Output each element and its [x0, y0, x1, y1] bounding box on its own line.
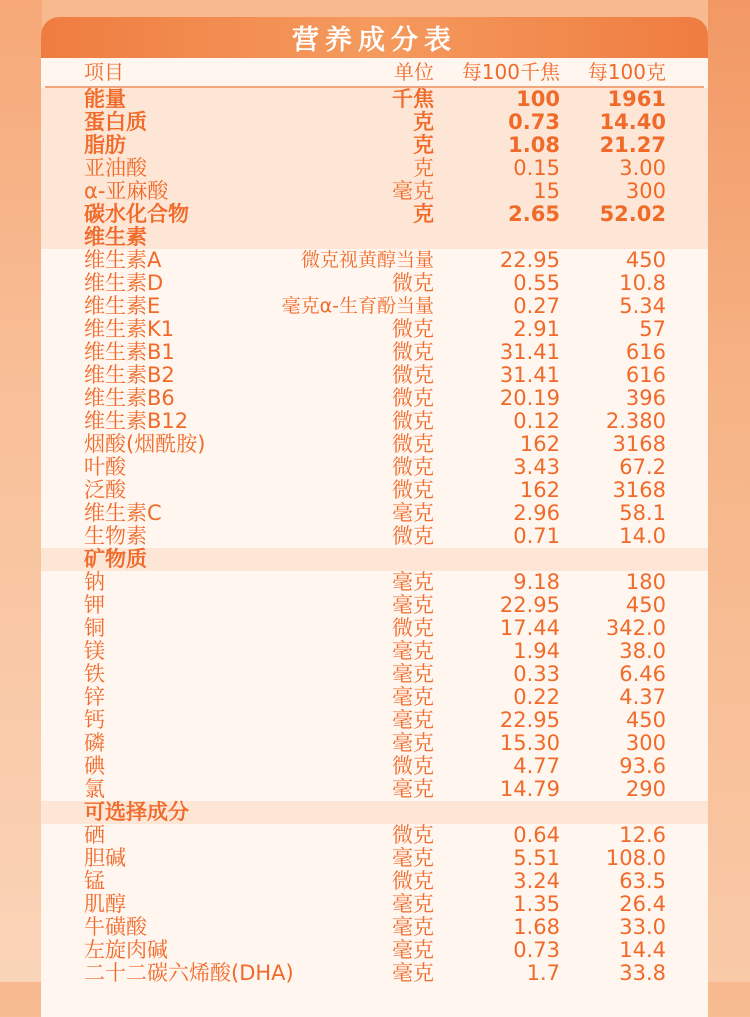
row-item: 胆碱	[84, 846, 126, 870]
row-per-g: 26.4	[619, 892, 666, 916]
row-item: 可选择成分	[84, 800, 189, 824]
row-unit: 毫克	[392, 708, 434, 732]
row-per-g: 14.40	[599, 110, 666, 134]
table-row	[41, 778, 708, 801]
table-row	[41, 226, 708, 249]
row-per-g: 616	[625, 340, 666, 364]
row-unit: 毫克	[392, 662, 434, 686]
row-unit: 毫克	[392, 570, 434, 594]
row-per-g: 450	[625, 708, 666, 732]
row-item: 维生素E	[84, 294, 161, 318]
row-per-kj: 22.95	[499, 248, 560, 272]
row-unit: 微克	[392, 409, 434, 433]
row-per-g: 21.27	[599, 133, 666, 157]
row-per-g: 33.8	[619, 961, 666, 985]
table-row	[41, 571, 708, 594]
row-per-g: 342.0	[605, 616, 666, 640]
row-item: 维生素B6	[84, 386, 175, 410]
table-row	[41, 594, 708, 617]
row-unit: 毫克	[392, 961, 434, 985]
row-per-kj: 2.96	[513, 501, 560, 525]
table-row	[41, 272, 708, 295]
row-item: 能量	[84, 87, 126, 111]
row-unit: 微克	[392, 869, 434, 893]
row-item: 钠	[84, 570, 105, 594]
row-per-g: 616	[625, 363, 666, 387]
row-item: 钾	[84, 593, 105, 617]
row-per-kj: 14.79	[499, 777, 560, 801]
row-per-kj: 31.41	[499, 363, 560, 387]
row-unit: 微克	[392, 363, 434, 387]
row-unit: 毫克	[392, 639, 434, 663]
table-row	[41, 134, 708, 157]
table-row	[41, 433, 708, 456]
row-per-g: 3168	[612, 478, 666, 502]
row-per-kj: 20.19	[499, 386, 560, 410]
row-item: 泛酸	[84, 478, 126, 502]
row-unit: 微克	[392, 432, 434, 456]
table-row	[41, 640, 708, 663]
table-row	[41, 870, 708, 893]
row-per-kj: 100	[516, 87, 560, 111]
row-item: 碘	[84, 754, 105, 778]
row-per-g: 108.0	[605, 846, 666, 870]
row-item: 钙	[84, 708, 105, 732]
row-unit: 毫克	[392, 892, 434, 916]
table-row	[41, 824, 708, 847]
row-unit: 克	[413, 110, 434, 134]
table-row	[41, 663, 708, 686]
table-row	[41, 318, 708, 341]
row-per-g: 10.8	[619, 271, 666, 295]
row-per-g: 300	[625, 731, 666, 755]
row-item: 维生素A	[84, 248, 162, 272]
table-row	[41, 686, 708, 709]
row-item: 矿物质	[84, 547, 147, 571]
table-row	[41, 548, 708, 571]
row-unit: 微克	[392, 271, 434, 295]
row-unit: 毫克	[392, 915, 434, 939]
row-unit: 毫克	[392, 938, 434, 962]
row-item: 锌	[84, 685, 105, 709]
row-per-kj: 17.44	[499, 616, 560, 640]
row-per-kj: 2.91	[513, 317, 560, 341]
row-unit: 克	[413, 133, 434, 157]
table-body	[41, 88, 708, 985]
row-per-kj: 22.95	[499, 708, 560, 732]
row-per-g: 38.0	[619, 639, 666, 663]
row-item: 维生素C	[84, 501, 162, 525]
table-row	[41, 295, 708, 318]
row-item: 叶酸	[84, 455, 126, 479]
row-item: 维生素B1	[84, 340, 175, 364]
row-per-kj: 0.73	[513, 938, 560, 962]
row-per-g: 12.6	[619, 823, 666, 847]
row-per-g: 450	[625, 248, 666, 272]
row-item: 铁	[84, 662, 105, 686]
row-unit: 毫克	[392, 593, 434, 617]
nutrition-table	[41, 59, 708, 985]
table-row	[41, 203, 708, 226]
row-unit: 微克	[392, 455, 434, 479]
row-per-kj: 1.08	[508, 133, 560, 157]
card-header	[41, 17, 708, 58]
table-row	[41, 893, 708, 916]
row-per-g: 4.37	[619, 685, 666, 709]
row-per-g: 180	[625, 570, 666, 594]
header-per-kj: 每100千焦	[461, 60, 560, 84]
row-item: 氯	[84, 777, 105, 801]
row-per-kj: 5.51	[513, 846, 560, 870]
table-row	[41, 755, 708, 778]
row-per-g: 3.00	[619, 156, 666, 180]
table-row	[41, 88, 708, 111]
row-unit: 毫克	[392, 501, 434, 525]
nutrition-card	[41, 17, 708, 1017]
row-unit: 微克	[392, 317, 434, 341]
row-item: 维生素D	[84, 271, 164, 295]
row-per-kj: 1.94	[513, 639, 560, 663]
table-row	[41, 801, 708, 824]
row-item: 蛋白质	[84, 110, 147, 134]
row-per-g: 14.0	[619, 524, 666, 548]
row-unit: 千焦	[392, 87, 434, 111]
table-row	[41, 939, 708, 962]
row-item: 铜	[84, 616, 105, 640]
row-per-g: 14.4	[619, 938, 666, 962]
row-item: 锰	[84, 869, 105, 893]
row-per-kj: 0.71	[513, 524, 560, 548]
row-item: 烟酸(烟酰胺)	[84, 432, 206, 456]
row-per-kj: 162	[519, 432, 560, 456]
row-per-kj: 4.77	[513, 754, 560, 778]
table-row	[41, 732, 708, 755]
row-per-kj: 0.33	[513, 662, 560, 686]
table-row	[41, 525, 708, 548]
row-per-kj: 0.22	[513, 685, 560, 709]
row-per-kj: 15	[533, 179, 560, 203]
row-unit: 毫克	[392, 846, 434, 870]
row-per-kj: 1.68	[513, 915, 560, 939]
row-unit: 毫克	[392, 685, 434, 709]
table-row	[41, 916, 708, 939]
row-per-g: 5.34	[619, 294, 666, 318]
row-item: 磷	[84, 731, 105, 755]
row-unit: 克	[413, 202, 434, 226]
table-row	[41, 387, 708, 410]
header-item: 项目	[84, 60, 124, 84]
left-background	[0, 0, 42, 982]
row-unit: 克	[413, 156, 434, 180]
row-per-kj: 3.43	[513, 455, 560, 479]
row-unit: 微克	[392, 478, 434, 502]
row-per-g: 57	[639, 317, 666, 341]
row-per-kj: 0.73	[508, 110, 560, 134]
row-per-kj: 0.55	[513, 271, 560, 295]
header-unit: 单位	[394, 60, 434, 84]
row-item: 脂肪	[84, 133, 126, 157]
row-item: 生物素	[84, 524, 147, 548]
row-unit: 毫克α-生育酚当量	[281, 295, 434, 317]
table-row	[41, 111, 708, 134]
row-item: 维生素	[84, 225, 147, 249]
table-row	[41, 157, 708, 180]
row-per-kj: 0.64	[513, 823, 560, 847]
row-per-g: 2.380	[605, 409, 666, 433]
row-unit: 微克	[392, 340, 434, 364]
table-row	[41, 479, 708, 502]
table-row	[41, 364, 708, 387]
row-unit: 微克	[392, 524, 434, 548]
table-row	[41, 709, 708, 732]
row-unit: 微克	[392, 823, 434, 847]
row-unit: 微克	[392, 386, 434, 410]
row-item: 维生素K1	[84, 317, 175, 341]
row-per-kj: 31.41	[499, 340, 560, 364]
row-unit: 毫克	[392, 731, 434, 755]
row-unit: 微克	[392, 754, 434, 778]
row-per-kj: 3.24	[513, 869, 560, 893]
row-per-kj: 1.35	[513, 892, 560, 916]
header-per-g: 每100克	[587, 60, 666, 84]
row-item: 牛磺酸	[84, 915, 147, 939]
row-per-g: 67.2	[619, 455, 666, 479]
row-per-g: 396	[625, 386, 666, 410]
row-per-g: 300	[625, 179, 666, 203]
row-per-g: 290	[625, 777, 666, 801]
table-row	[41, 180, 708, 203]
row-unit: 微克	[392, 616, 434, 640]
table-row	[41, 410, 708, 433]
row-item: 左旋肉碱	[84, 938, 168, 962]
row-per-g: 63.5	[619, 869, 666, 893]
card-title: 营养成分表	[292, 25, 457, 56]
row-per-kj: 1.7	[526, 961, 560, 985]
row-per-kj: 162	[519, 478, 560, 502]
row-item: 肌醇	[84, 892, 126, 916]
row-per-g: 450	[625, 593, 666, 617]
row-item: 维生素B2	[84, 363, 175, 387]
table-row	[41, 847, 708, 870]
row-per-kj: 2.65	[508, 202, 560, 226]
row-per-g: 93.6	[619, 754, 666, 778]
row-per-g: 52.02	[599, 202, 666, 226]
row-item: 维生素B12	[84, 409, 189, 433]
row-per-kj: 9.18	[513, 570, 560, 594]
row-per-g: 6.46	[619, 662, 666, 686]
table-row	[41, 249, 708, 272]
row-item: 二十二碳六烯酸(DHA)	[84, 961, 294, 985]
row-item: α-亚麻酸	[84, 179, 169, 203]
row-item: 镁	[84, 639, 105, 663]
row-unit: 毫克	[392, 179, 434, 203]
row-per-g: 33.0	[619, 915, 666, 939]
row-per-g: 58.1	[619, 501, 666, 525]
row-unit: 毫克	[392, 777, 434, 801]
row-per-kj: 0.15	[513, 156, 560, 180]
row-per-g: 3168	[612, 432, 666, 456]
row-per-kj: 0.12	[513, 409, 560, 433]
right-background	[708, 0, 750, 982]
row-item: 碳水化合物	[84, 202, 189, 226]
row-per-kj: 0.27	[513, 294, 560, 318]
row-item: 亚油酸	[84, 156, 147, 180]
row-per-g: 1961	[607, 87, 666, 111]
table-row	[41, 502, 708, 525]
table-row	[41, 341, 708, 364]
table-row	[41, 617, 708, 640]
table-row	[41, 456, 708, 479]
row-per-kj: 22.95	[499, 593, 560, 617]
row-item: 硒	[84, 823, 105, 847]
table-header-row	[41, 59, 708, 86]
row-unit: 微克视黄醇当量	[300, 249, 434, 271]
row-per-kj: 15.30	[499, 731, 560, 755]
